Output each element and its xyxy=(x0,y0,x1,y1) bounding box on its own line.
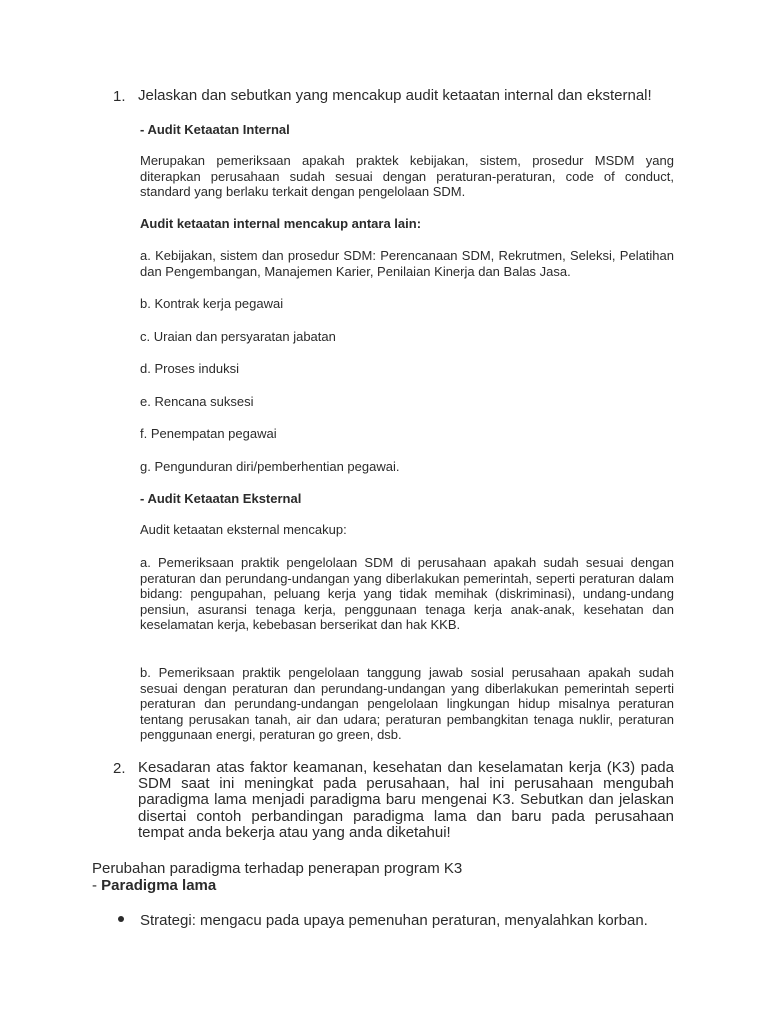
list-number: 2. xyxy=(113,760,126,777)
section-heading: - Audit Ketaatan Eksternal xyxy=(140,491,302,506)
question-text: Jelaskan dan sebutkan yang mencakup audit ketaatan internal dan eksternal! xyxy=(138,87,652,104)
list-item: e. Rencana suksesi xyxy=(140,394,254,409)
list-item: b. Pemeriksaan praktik pengelolaan tanggung jawab sosial perusahaan apakah sudah sesuai dengan peraturan dan perundang-undangan yang diberlakukan pemerintah seperti peraturan dan perundang-undangan pengelolaan lingkungan hidup misalnya peraturan tentang perusakan tanah, air dan udara; peraturan pembangkitan tenaga nuklir, peraturan penggunaan energi, peraturan go green, dsb. xyxy=(140,665,674,742)
list-number: 1. xyxy=(113,88,126,105)
paragraph: Audit ketaatan eksternal mencakup: xyxy=(140,522,347,537)
bullet-icon xyxy=(118,916,124,922)
question-text: Kesadaran atas faktor keamanan, kesehatan dan keselamatan kerja (K3) pada SDM saat ini meningkat pada perusahaan, hal ini perusahaan mengubah paradigma lama menjadi paradigma baru mengenai K3. Sebutkan dan jelaskan disertai contoh perbandingan paradigma lama dan baru pada perusahaan tempat anda bekerja atau yang anda diketahui! xyxy=(138,759,674,841)
list-item: g. Pengunduran diri/pemberhentian pegawai. xyxy=(140,459,400,474)
subheading: Paradigma lama xyxy=(101,877,217,894)
subheading-line: - Paradigma lama xyxy=(92,877,217,894)
list-item: a. Kebijakan, sistem dan prosedur SDM: Perencanaan SDM, Rekrutmen, Seleksi, Pelatihan dan Pengembangan, Manajemen Karier, Penilaian Kinerja dan Balas Jasa. xyxy=(140,248,674,279)
section-heading: - Audit Ketaatan Internal xyxy=(140,122,290,137)
list-item: f. Penempatan pegawai xyxy=(140,426,277,441)
list-item: a. Pemeriksaan praktik pengelolaan SDM di perusahaan apakah sudah sesuai dengan peraturan dan perundang-undangan yang diberlakukan pemerintah, seperti peraturan dalam bidang: pengupahan, peluang kerja yang tidak memihak (diskriminasi), undang-undang pensiun, asuransi tenaga kerja, penggunaan tenaga kerja anak-anak, kesehatan dan keselamatan kerja, kebebasan berserikat dan hak KKB. xyxy=(140,555,674,632)
paragraph: Perubahan paradigma terhadap penerapan program K3 xyxy=(92,860,463,877)
list-item: d. Proses induksi xyxy=(140,361,239,376)
bullet-item: Strategi: mengacu pada upaya pemenuhan peraturan, menyalahkan korban. xyxy=(140,912,648,929)
list-item: c. Uraian dan persyaratan jabatan xyxy=(140,329,336,344)
list-item: b. Kontrak kerja pegawai xyxy=(140,296,284,311)
subheading: Audit ketaatan internal mencakup antara lain: xyxy=(140,216,422,231)
paragraph: Merupakan pemeriksaan apakah praktek kebijakan, sistem, prosedur MSDM yang diterapkan perusahaan sudah sesuai dengan peraturan-peraturan, code of conduct, standard yang berlaku terkait dengan pengelolaan SDM. xyxy=(140,153,674,199)
